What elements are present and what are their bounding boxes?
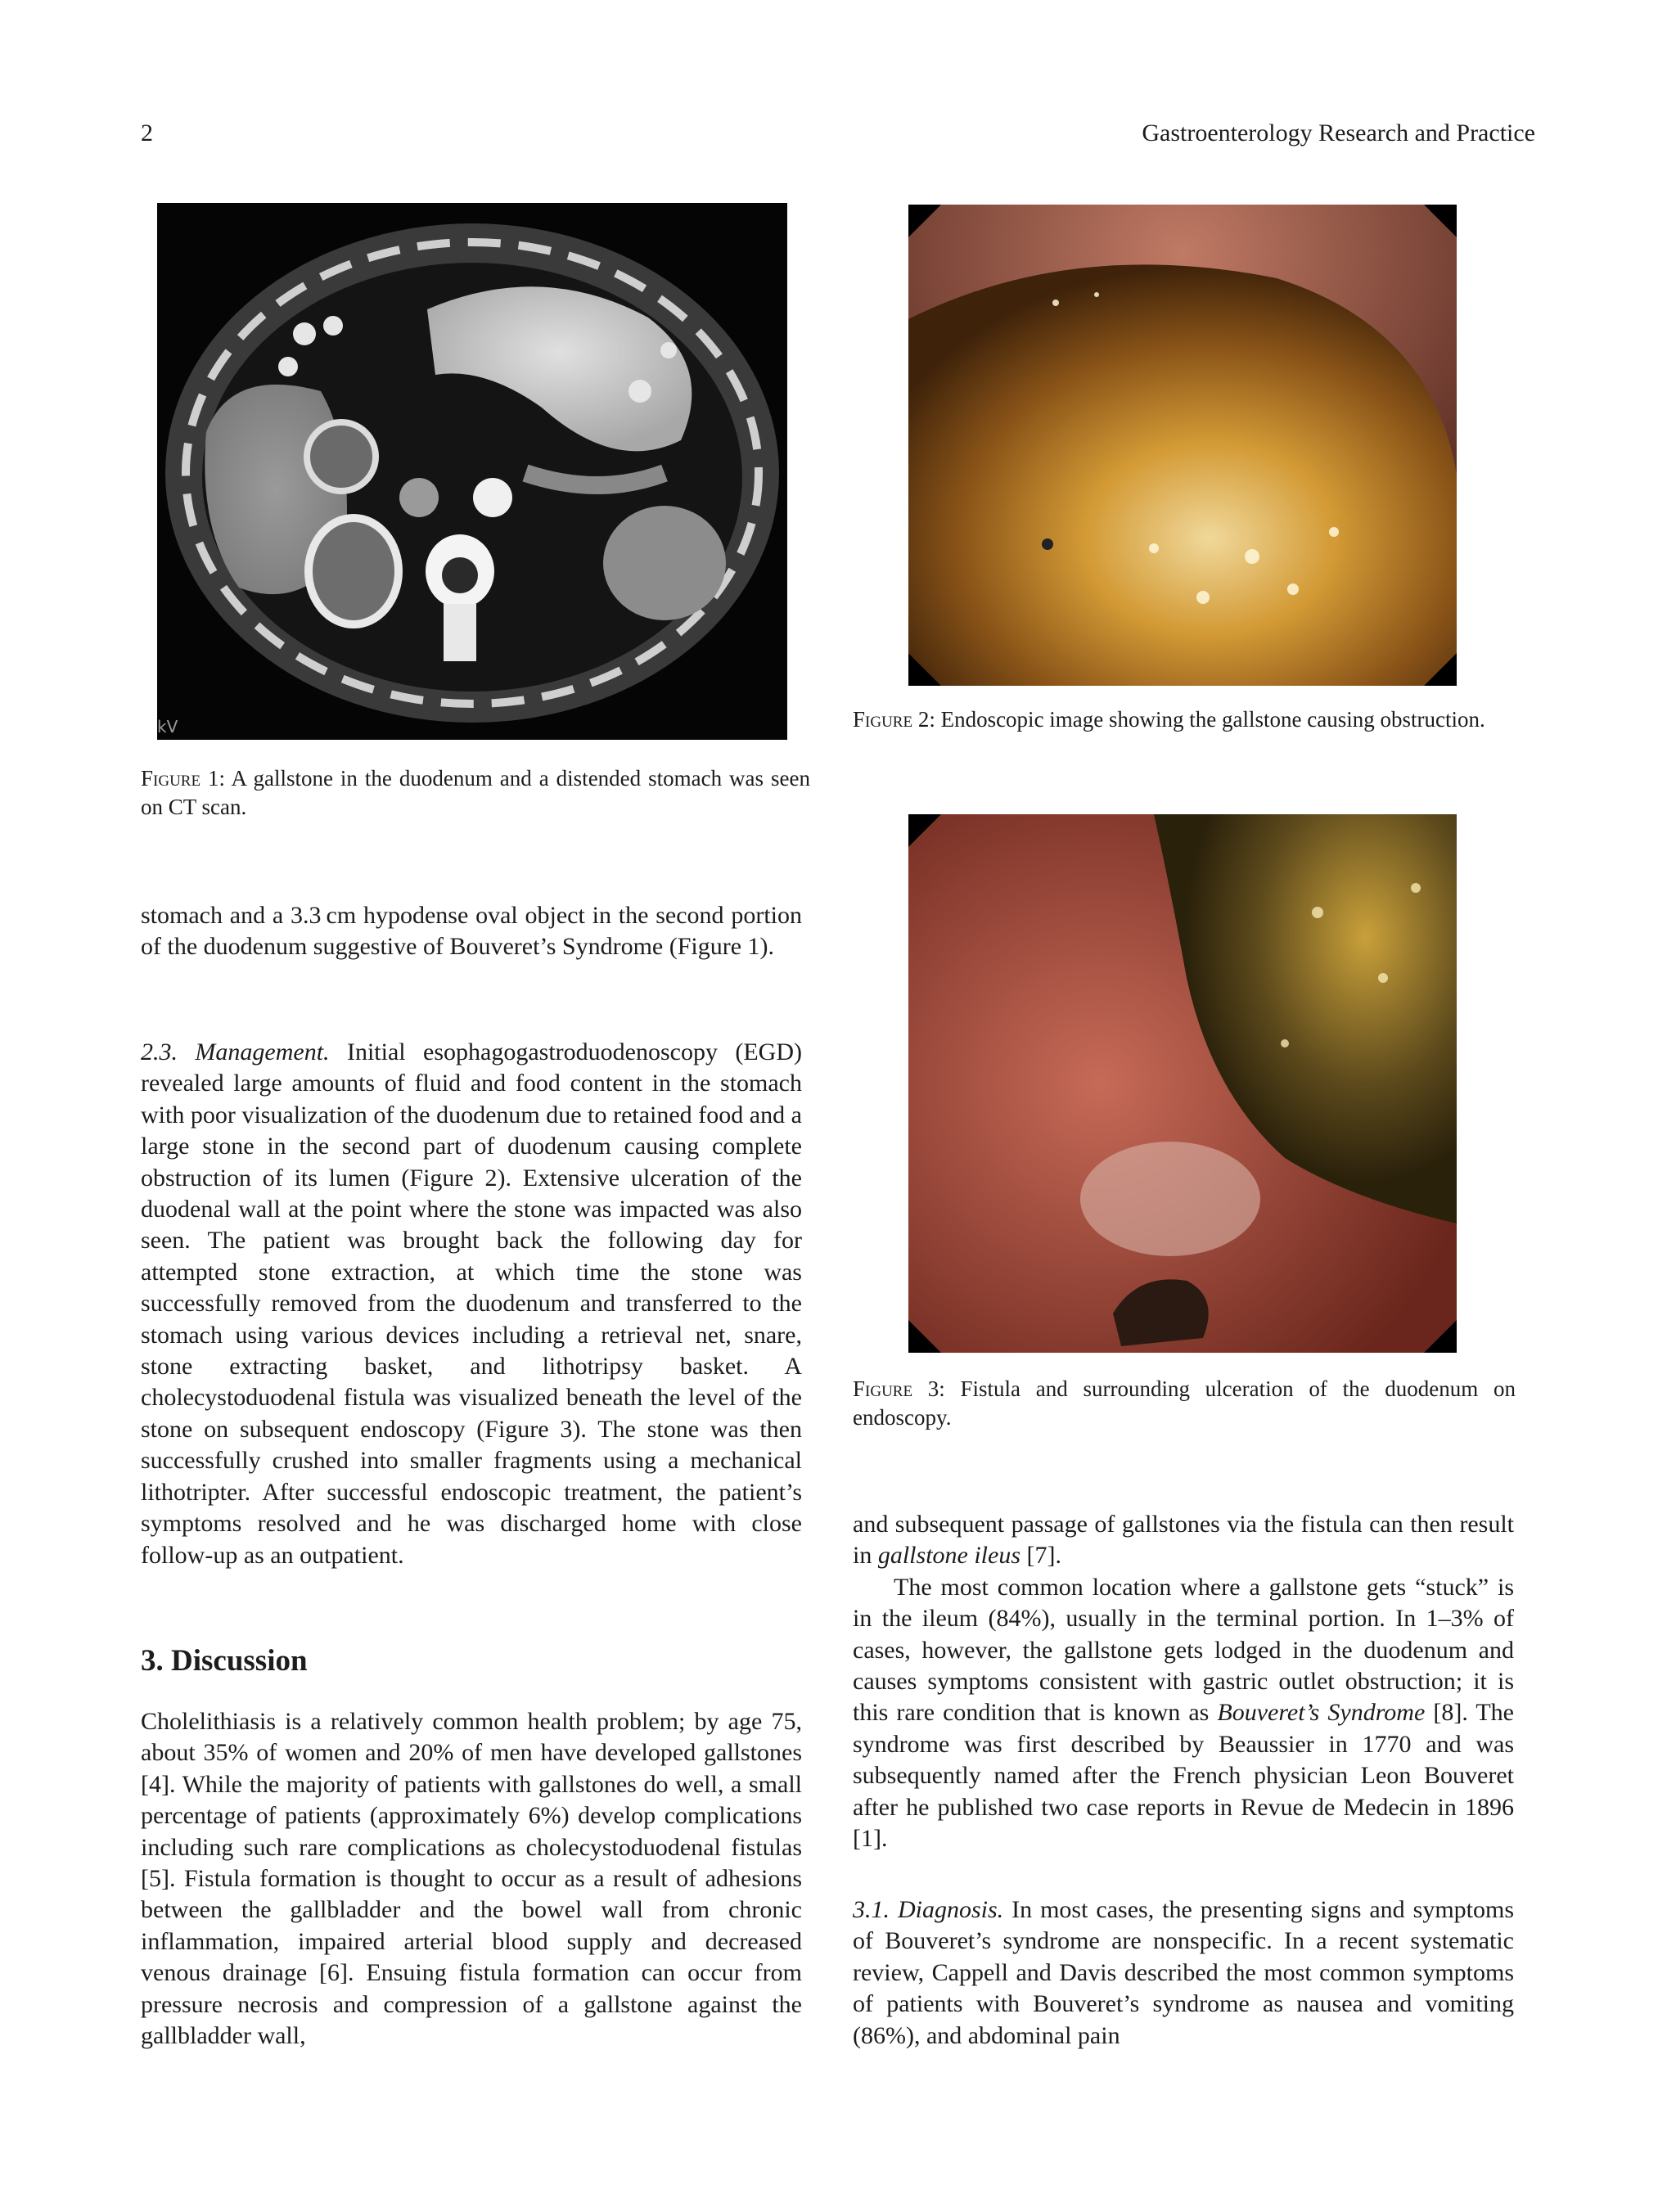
discussion-paragraph-text: Cholelithiasis is a relatively common health problem; by age 75, about 35% of women and 20% of men have developed gallstones [4]. While the majority of patients with gallstones do well, a small percentage of patients (approximately 6%) develop complications including such rare complications as cholecystoduodenal fistulas [5]. Fistula formation is thought to occur as a result of adhesions between the gallbladder and the bowel wall from chronic inflammation, impaired arterial blood supply and decreased venous drainage [6]. Ensuing fistula formation can occur from pressure necrosis and compression of a gallstone against the gallbladder wall,: [141, 1708, 802, 2050]
right-paragraph-2-emphasis: Bouveret’s Syndrome: [1217, 1699, 1426, 1727]
discussion-paragraph: [141, 1706, 802, 2052]
figure-1-caption-text: A gallstone in the duodenum and a distended stomach was seen on CT scan.: [141, 766, 810, 819]
section-2-3-text: Initial esophagogastroduodenoscopy (EGD) revealed large amounts of fluid and food content in the stomach with poor visualization of the duodenum due to retained food and a large stone in the second part of duodenum causing complete obstruction of its lumen (Figure 2). Extensive ulceration of the duodenal wall at the point where the stone was impacted was also seen. The patient was brought back the following day for attempted stone extraction, at which time the stone was successfully removed from the duodenum and transferred to the stomach using various devices including a retrieval net, snare, stone extracting basket, and lithotripsy basket. A cholecystoduodenal fistula was visualized beneath the level of the stone on subsequent endoscopy (Figure 3). The stone was then successfully crushed into smaller fragments using a mechanical lithotripter. After successful endoscopic treatment, the patient’s symptoms resolved and he was discharged home with close follow-up as an outpatient.: [141, 1038, 802, 1569]
section-3-1-text: In most cases, the presenting signs and symptoms of Bouveret’s syndrome are nonspecific. In a recent systematic review, Cappell and Davis described the most common symptoms of patients with Bouveret’s syndrome as nausea and vomiting (86%), and abdominal pain: [853, 1896, 1514, 2049]
section-2-3-management: [141, 1037, 802, 1571]
figure-1-caption: [141, 764, 810, 822]
section-3-1-heading: 3.1. Diagnosis.: [853, 1896, 1004, 1923]
figure-3-label: Figure 3:: [853, 1376, 945, 1401]
right-paragraph-1: [853, 1509, 1514, 1572]
ct-overlay-text: kV: [157, 717, 178, 737]
figure-2-caption-text: Endoscopic image showing the gallstone causing obstruction.: [935, 707, 1485, 732]
figure-1-ct-scan-image: [157, 203, 787, 740]
figure-1-label: Figure 1:: [141, 766, 226, 791]
figure-2-caption: [853, 705, 1516, 734]
right-column-paragraphs: [853, 1509, 1514, 1854]
right-paragraph-1-post: [7].: [1020, 1542, 1061, 1570]
page-header-number: 2: [141, 119, 153, 146]
left-column-paragraph-1: [141, 900, 802, 963]
page-header-journal: Gastroenterology Research and Practice: [1142, 119, 1535, 146]
section-3-1-diagnosis: [853, 1894, 1514, 2052]
right-paragraph-2: [853, 1572, 1514, 1855]
figure-3-endoscopic-image: [908, 814, 1457, 1353]
figure-2-label: Figure 2:: [853, 707, 935, 732]
figure-3-caption: [853, 1375, 1516, 1432]
right-paragraph-1-emphasis: gallstone ileus: [877, 1542, 1020, 1570]
right-paragraph-2-post: [8]. The syndrome was first described by Beaussier in 1770 and was subsequently named after the French physician Leon Bouveret after he published two case reports in Revue de Medecin in 1896 [1].: [853, 1699, 1514, 1853]
right-paragraph-2-pre: The most common location where a gallstone gets “stuck” is in the ileum (84%), usually in the terminal portion. In 1–3% of cases, however, the gallstone gets lodged in the duodenum and causes symptoms consistent with gastric outlet obstruction; it is this rare condition that is known as: [853, 1573, 1514, 1727]
right-paragraph-1-pre: and subsequent passage of gallstones via the fistula can then result in: [853, 1511, 1514, 1570]
discussion-heading: 3. Discussion: [141, 1644, 308, 1678]
section-2-3-heading: 2.3. Management.: [141, 1038, 330, 1065]
figure-3-caption-text: Fistula and surrounding ulceration of the duodenum on endoscopy.: [853, 1376, 1516, 1430]
left-paragraph-1-text: stomach and a 3.3 cm hypodense oval object in the second portion of the duodenum suggestive of Bouveret’s Syndrome (Figure 1).: [141, 902, 802, 961]
figure-2-endoscopic-image: [908, 205, 1457, 686]
